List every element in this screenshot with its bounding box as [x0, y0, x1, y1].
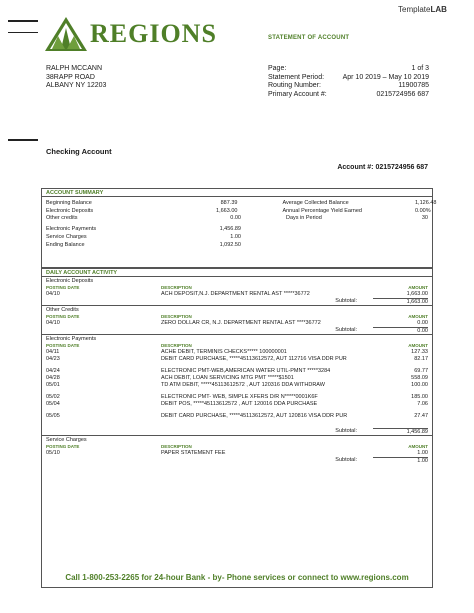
summary-label: Other credits — [46, 215, 78, 222]
tx-amount: 82.17 — [414, 355, 428, 362]
subtotal-label: Subtotal: — [335, 327, 357, 333]
footer-contact: Call 1-800-253-2265 for 24-hour Bank - by- Phone services or connect to www.regions.com — [65, 573, 409, 582]
subtotal-row — [42, 326, 432, 334]
tx-date: 04/28 — [46, 374, 60, 381]
activity-title: DAILY ACCOUNT ACTIVITY — [42, 269, 432, 277]
statement-meta — [268, 65, 429, 99]
tx-description: ACHE DEBIT, TERMINIS CHECKS***** 100000001 — [161, 348, 287, 355]
meta-value: 1 of 3 — [411, 65, 429, 72]
tx-date: 04/10 — [46, 290, 60, 297]
checking-account-heading: Checking Account — [46, 147, 112, 156]
decorative-line-lower — [8, 139, 38, 141]
summary-value: 1,126.48 — [415, 199, 437, 206]
tx-amount: 27.47 — [414, 412, 428, 419]
meta-row — [268, 74, 429, 83]
tx-description: DEBIT CARD PURCHASE, *****45113612572, AUT 112716 VISA DDR PUR — [161, 355, 347, 362]
summary-value: 30 — [421, 215, 428, 222]
customer-street: 38RAPP ROAD — [46, 73, 95, 81]
tx-amount: 558.09 — [411, 374, 428, 381]
tx-description: ACH DEBIT, LOAN SERVICING MTG PMT *****$1501 — [161, 374, 294, 381]
transaction-row — [42, 290, 432, 297]
summary-value: 0.00% — [415, 207, 431, 214]
tx-description: ELECTRONIC PMT-WEB,AMERICAN WATER UTIL-PMNT *****3284 — [161, 367, 331, 374]
tx-date: 05/04 — [46, 400, 60, 407]
summary-label: Service Charges — [46, 234, 87, 241]
badge-text-b: LAB — [430, 5, 447, 14]
col-date: POSTING DATE — [46, 342, 80, 348]
subtotal-value: 1,663.00 — [373, 298, 428, 305]
col-amount: AMOUNT — [408, 313, 428, 319]
meta-row — [268, 91, 429, 100]
tx-amount: 185.00 — [411, 393, 428, 400]
summary-value: 1,663.00 — [216, 207, 238, 214]
tx-amount: 69.77 — [414, 367, 428, 374]
col-amount: AMOUNT — [408, 284, 428, 290]
summary-label: Days in Period — [286, 215, 322, 222]
summary-row — [46, 215, 428, 223]
meta-value: 0215724956 687 — [376, 90, 429, 98]
meta-value: Apr 10 2019 – May 10 2019 — [342, 73, 429, 81]
subtotal-label: Subtotal: — [335, 428, 357, 434]
transaction-row — [42, 355, 432, 362]
tx-date: 05/10 — [46, 449, 60, 456]
tx-amount: 1.00 — [417, 449, 428, 456]
col-date: POSTING DATE — [46, 284, 80, 290]
summary-row — [46, 225, 428, 233]
statement-title: STATEMENT OF ACCOUNT — [268, 35, 350, 41]
subtotal-value: 0.00 — [373, 327, 428, 334]
summary-label: Electronic Payments — [46, 226, 97, 233]
section-title: Electronic Payments — [46, 336, 97, 342]
meta-label: Statement Period: — [268, 73, 325, 81]
col-date: POSTING DATE — [46, 443, 80, 449]
tx-date: 04/24 — [46, 367, 60, 374]
section-title: Other Credits — [46, 307, 79, 313]
transaction-row — [42, 412, 432, 419]
tx-date: 04/10 — [46, 319, 60, 326]
col-amount: AMOUNT — [408, 443, 428, 449]
summary-row — [46, 233, 428, 241]
account-summary-title: ACCOUNT SUMMARY — [42, 189, 432, 197]
tx-date: 05/05 — [46, 412, 60, 419]
templatelab-badge — [398, 5, 447, 14]
decorative-lines — [8, 20, 38, 43]
tx-amount: 1,663.00 — [406, 290, 428, 297]
tx-date: 04/11 — [46, 348, 60, 355]
tx-description: DEBIT CARD PURCHASE, *****45113612572, AUT 120816 VISA DDR PUR — [161, 412, 348, 419]
tx-amount: 7.06 — [417, 400, 428, 407]
col-description: DESCRIPTION — [161, 443, 192, 449]
summary-label: Average Collected Balance — [282, 199, 349, 206]
summary-label: Beginning Balance — [46, 199, 92, 206]
tx-amount: 127.33 — [411, 348, 428, 355]
tx-description: ELECTRONIC PMT- WEB, SIMPLE XFERS D/R N*****0001K6F — [161, 393, 318, 400]
column-header-row — [42, 313, 432, 319]
summary-label: Electronic Deposits — [46, 207, 94, 214]
transaction-row — [42, 348, 432, 355]
tx-date: 05/01 — [46, 381, 60, 388]
subtotal-value: 1.00 — [373, 457, 428, 464]
column-header-row — [42, 443, 432, 449]
summary-value: 1,092.50 — [219, 241, 241, 248]
subtotal-label: Subtotal: — [335, 298, 357, 304]
summary-row — [46, 199, 437, 207]
tx-date: 04/23 — [46, 355, 60, 362]
regions-triangle-icon — [44, 16, 88, 52]
meta-label: Routing Number: — [268, 82, 321, 89]
tx-description: PAPER STATEMENT FEE — [161, 449, 226, 456]
section-title: Service Charges — [46, 437, 87, 443]
summary-label: Ending Balance — [46, 241, 85, 248]
summary-grid — [42, 197, 437, 251]
tx-description: DEBIT POS, *****45113612572 , AUT 120016 DDA PURCHASE — [161, 400, 318, 407]
col-description: DESCRIPTION — [161, 284, 192, 290]
summary-value: 0.00 — [230, 215, 241, 222]
tx-description: ACH DEPOSIT,N.J. DEPARTMENT RENTAL AST *****36772 — [161, 290, 310, 297]
summary-label: Annual Percentage Yield Earned — [282, 207, 362, 214]
meta-label: Primary Account #: — [268, 90, 327, 98]
regions-logo — [44, 16, 217, 52]
transaction-row — [42, 449, 432, 456]
daily-account-activity — [41, 268, 433, 588]
tx-description: TD ATM DEBIT, *****45113612572 , AUT 120316 DDA WITHDRAW — [161, 381, 325, 388]
subtotal-row — [42, 456, 432, 464]
summary-row — [46, 241, 428, 249]
transaction-row — [42, 374, 432, 381]
meta-row — [268, 65, 429, 74]
transaction-row — [42, 319, 432, 326]
col-amount: AMOUNT — [408, 342, 428, 348]
transaction-row — [42, 381, 432, 388]
customer-name: RALPH MCCANN — [46, 65, 103, 72]
tx-description: ZERO DOLLAR CR, N.J. DEPARTMENT RENTAL AST ****36772 — [161, 319, 321, 326]
summary-row — [46, 207, 431, 215]
summary-value: 1,456.89 — [219, 226, 241, 233]
account-number: Account #: 0215724956 687 — [337, 164, 428, 171]
column-header-row — [42, 284, 432, 290]
summary-value: 887.39 — [220, 199, 238, 206]
transaction-row — [42, 367, 432, 374]
tx-date: 05/02 — [46, 393, 60, 400]
col-description: DESCRIPTION — [161, 342, 192, 348]
subtotal-label: Subtotal: — [335, 457, 357, 463]
bank-name: REGIONS — [90, 19, 217, 48]
meta-label: Page: — [268, 65, 287, 72]
summary-value: 1.00 — [230, 234, 241, 241]
badge-text-a: Template — [398, 5, 431, 14]
meta-value: 11900785 — [398, 82, 429, 89]
account-summary — [41, 188, 437, 268]
subtotal-row — [42, 297, 432, 305]
subtotal-value: 1,456.89 — [373, 428, 428, 435]
transaction-row — [42, 400, 432, 407]
customer-city: ALBANY NY 12203 — [46, 82, 107, 89]
subtotal-row — [42, 427, 432, 435]
col-date: POSTING DATE — [46, 313, 80, 319]
col-description: DESCRIPTION — [161, 313, 192, 319]
customer-address — [46, 65, 106, 91]
column-header-row — [42, 342, 432, 348]
tx-amount: 0.00 — [417, 319, 428, 326]
section-title: Electronic Deposits — [46, 278, 94, 284]
tx-amount: 100.00 — [411, 381, 428, 388]
transaction-row — [42, 393, 432, 400]
meta-row — [268, 82, 429, 91]
